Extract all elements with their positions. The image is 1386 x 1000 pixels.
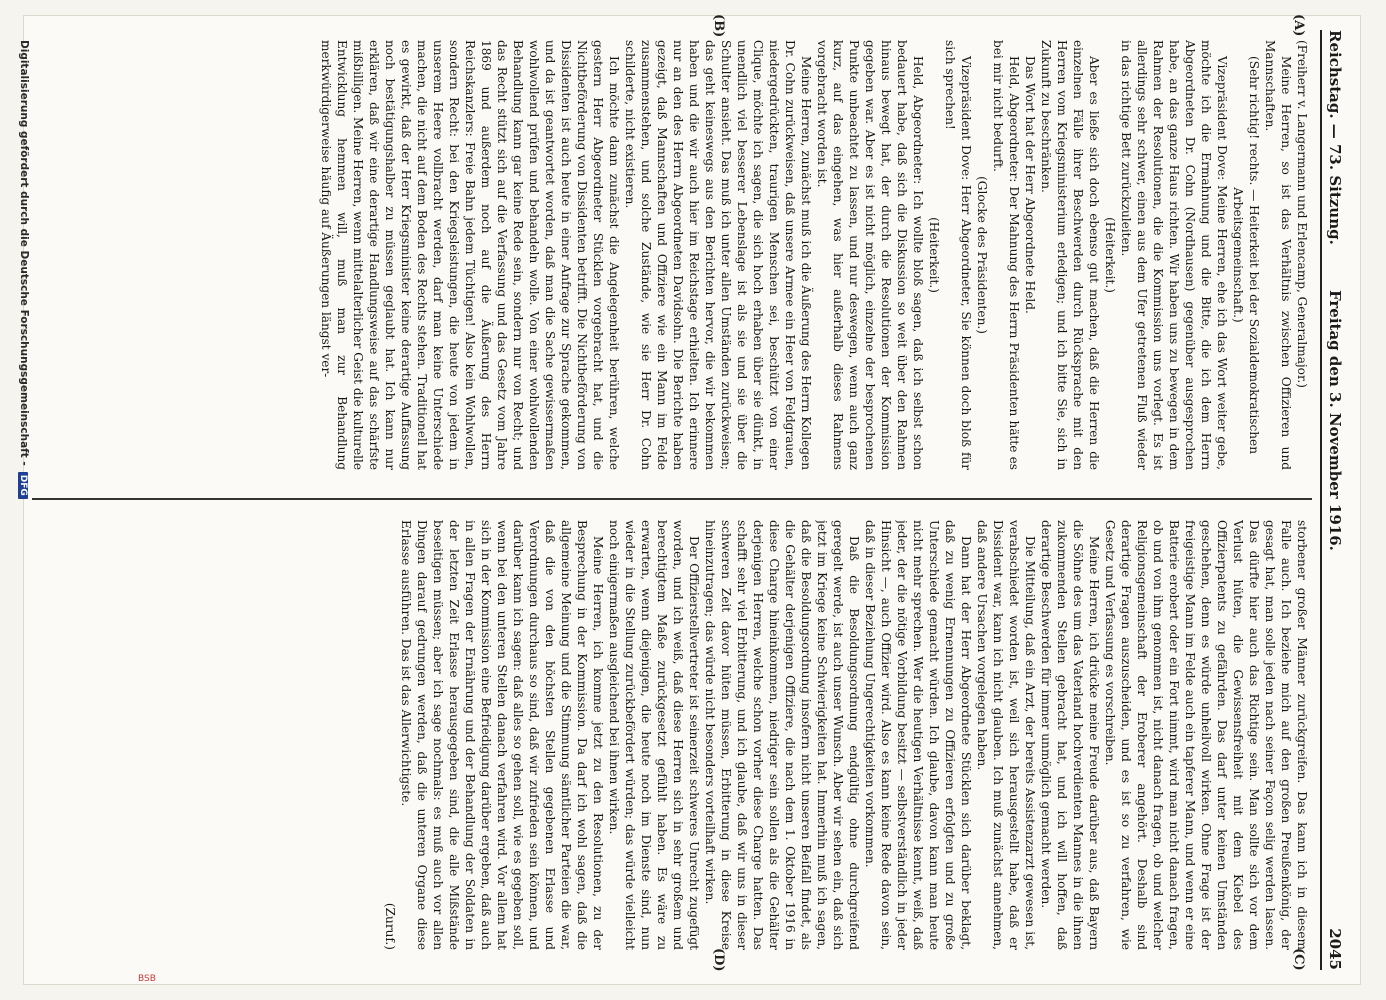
digitization-text: Digitalisierung gefördert durch die Deutsche Forschungsgemeinschaft - [18,40,30,466]
paragraph: Ich möchte dann zunächst die Angelegenheit berühren, welche gestern Herr Abgeordneter Stücklen vorgebracht hat, und die Nichtbeförderung von Dissidenten betrifft. Die Nichtbeförderung von Dissidenten ist auch heute in einer Anfrage zur Sprache gekommen, und da ist geantwortet worden, daß man die Sache gewissermaßen wohlwollend prüfen und behandeln wolle. Von einer wohlwollenden Behandlung kann gar keine Rede sein, sondern nur von Recht; und das Recht stützt sich auf die Verfassung und das Gesetz vom Jahre 1869 und außerdem noch auf die Äußerung des Herrn Reichskanzlers: Freie Bahn jedem Tüchtigen! Also kein Wohlwollen, sondern Recht: bei den Kriegsleistungen, die heute von jedem in unserem Heere vollbracht werden, darf man keine Unterschiede machen, die nicht auf dem Boden des Rechts stehen. Traditionell hat es gewirkt, daß der Herr Kriegsminister keine derartige Auffassung noch bestätigungshalber zu müssen geglaubt hat. Ich kann nur erklären, daß wir eine derartige Handlungsweise auf das schärfste mißbilligen. Meine Herren, wenn mittelalterlicher Geist die kulturelle Entwicklung hemmen will, muß man zur Behandlung merkwürdigerweise häufig auf Äußerungen längst ver- [319,40,621,470]
paragraph: Das Wort hat der Herr Abgeordnete Held. [1023,56,1037,314]
margin-marker-c: (C) [1291,948,1306,971]
paragraph: Meine Herren, ich drücke meine Freude darüber aus, daß Bayern die Söhne des um das Vaterland hochverdienten Mannes in die ihnen zukommenden Stellen gebracht hat, und ich will hoffen, daß derartige Beschwerden für immer unmöglich gemacht werden. [1039,520,1101,950]
paragraph: Held, Abgeordneter: Der Mahnung des Herrn Präsidenten hätte es bei mir nicht bedurft. [991,40,1021,470]
margin-marker-d: (D) [711,948,726,972]
margin-marker-a: (A) [1291,14,1306,37]
header-date: Freitag den 3. November 1916. [1326,290,1344,551]
paragraph: Der Offizierstellvertreter ist seinerzeit schweres Unrecht zugefügt worden, und ich weiß, daß diese Herren sich in sehr großem und berechtigtem Maße zurückgesetzt gefühlt haben. Es wäre zu erwarten, wenn diejenigen, die heute noch im Dienste sind, nun wieder in die Stellung zurückbefördert würden; das würde vielleicht noch einigermaßen ausgleichend bei ihnen wirken. [607,520,701,950]
paragraph: (Zuruf.) [383,902,397,950]
paragraph: Daß die Besoldungsordnung endgültig ohne durchgreifend geregelt werde, ist auch unser Wunsch. Aber wir sehen ein, daß sich jetzt im Kriege keine Schwierigkeiten hat. Immerhin muß ich sagen, daß die Besoldungsordnung insofern nicht unseren Beifall findet, als die Gehälter derjenigen Offiziere, die nach dem 1. Oktober 1916 in diese Charge hineinkommen, niedriger sein sollen als die Gehälter derjenigen Herren, welche schon vorher diese Charge hatten. Das schafft sehr viel Erbitterung, und ich glaube, daß wir uns in dieser schweren Zeit davor hüten müssen, Erbitterung in diese Kreise hineinzutragen; das würde nicht besonders vorteilhaft wirken. [703,520,861,950]
paragraph: (Heiterkeit.) [927,217,941,293]
paragraph: Meine Herren, ich komme jetzt zu den Resolutionen, zu der Besprechung in der Kommission. Da darf ich wohl sagen, daß die allgemeine Meinung und die Stimmung sämtlicher Parteien die war, daß die von den höchsten Stellen gegebenen Erlasse und Verordnungen durchaus so sind, daß wir zufrieden sein können, und darüber kann ich sagen: daß alles so gehen soll, wie es gegeben soll, wenn bei den unteren Stellen danach verfahren wird. Vor allem hat sich in der Kommission eine Befriedigung darüber ergeben, daß auch in allen Fragen der Ernährung und der Behandlung der Soldaten in der letzten Zeit Erlasse herausgegeben sind, die alle Mißstände beseitigen müssen; aber ich sage nochmals: es muß auch vor allen Dingen darauf gedrungen werden, daß die unteren Organe diese Erlasse ausführen. Das ist das Allerwichtigste. [399,520,605,950]
paragraph: Meine Herren, zunächst muß ich die Äußerung des Herrn Kollegen Dr. Cohn zurückweisen, daß unsere Armee ein Heer von Feldgrauen, niedergedrückten, traurigen Menschen sei, beschützt von einer Clique, möchte ich sagen, die sich hoch erhaben über sie dünkt, in unendlich viel besserer Lebenslage ist als sie und sie über die Schulter ansieht. Das muß ich unter allen Umständen zurückweisen; das geht keineswegs aus den Berichten hervor, die wir bekommen haben und die wir auch hier im Reichstage erhielten. Ich erinnere nur an den des Herrn Abgeordneten Davidsohn. Die Berichte haben gezeigt, daß Mannschaften und Offiziere wie ein Mann im Felde zusammenstehen, und solche Zustände, wie sie Herr Dr. Cohn schilderte, nicht existieren. [623,40,813,470]
paragraph: (Freiherr v. Langermann und Erlencamp, Generalmajor.) [1295,40,1309,388]
left-column [40,40,1310,470]
margin-marker-b: (B) [711,14,726,38]
header-rule [1320,30,1322,970]
column-divider [32,498,1312,500]
paragraph: Die Mitteilung, daß ein Arzt, der bereits Assistenzarzt gewesen ist, verabschiedet worden ist, weil sich herausgestellt habe, daß er Dissident war, kann ich nicht glauben. Ich muß zunächst annehmen, daß andere Ursachen vorgelegen haben. [975,520,1037,950]
running-head [1320,30,1348,970]
paragraph: (Glocke des Präsidenten.) [975,176,989,334]
library-stamp: BSB [138,974,156,984]
right-column [40,520,1310,950]
paragraph: Vizepräsident Dove: Herr Abgeordneter, Sie können doch bloß für sich sprechen! [943,40,973,470]
paragraph: Vizepräsident Dove: Meine Herren, ehe ich das Wort weiter gebe, möchte ich die Ermahnung und die Bitte, die ich dem Herrn Abgeordneten Dr. Cohn (Nordhausen) gegenüber ausgesprochen habe, an das ganze Haus richten. Wir haben uns zu bewegen in dem Rahmen der Resolutionen, die die Kommission uns vorlegt. Es ist allerdings sehr schwer, einen aus dem Ufer getretenen Fluß wieder in das richtige Bett zurückzuleiten. [1119,40,1229,470]
paragraph: (Sehr richtig! rechts. — Heiterkeit bei der Sozialdemokratischen Arbeitsgemeinschaft.) [1231,55,1261,454]
paragraph: Held, Abgeordneter: Ich wollte bloß sagen, daß ich selbst schon bedauert habe, daß sich die Diskussion so weit über den Rahmen hinaus bewegt hat, der durch die Resolutionen der Kommission gegeben war. Aber es ist nicht möglich, einzelne der besprochenen Punkte unbeachtet zu lassen, und nur deswegen, wenn auch ganz kurz, auf das eingehen, was hier außerhalb dieses Rahmens vorgebracht worden ist. [815,40,925,470]
paragraph: Aber es ließe sich doch ebenso gut machen, daß die Herren die einzelnen Fälle ihrer Beschwerden durch Rücksprache mit den Herren vom Kriegsministerium erledigen; und ich bitte Sie, sich in Zukunft zu beschränken. [1039,40,1101,470]
paragraph: (Heiterkeit.) [1103,217,1117,293]
paragraph: storbener großer Männer zurückgreifen. Das kann ich in diesem Falle auch. Ich beziehe mich auf den großen Preußenkönig, der gesagt hat, man solle jeden nach seiner Façon selig werden lassen. Das dürfte hier auch das Richtige sein. Man sollte sich vor dem Verlust hüten, die Gewissensfreiheit mit dem Kiebel des Offizierpatents zu gefährden. Das darf unter keinen Umständen geschehen, denn es würde unheilvoll wirken. Ohne Frage ist der freigeistige Mann im Felde auch ein tapferer Mann, und wenn er eine Batterie erobert oder ein Fort nimmt, wird man nicht danach fragen, ob und von ihm genommen ist, nicht danach fragen, ob und welcher Religionsgemeinschaft der Eroberer angehört. Deshalb sind derartige Fragen auszuscheiden, und es ist so zu verfahren, wie Gesetz und Verfassung es vorschreiben. [1103,520,1309,950]
page-number: 2045 [1326,928,1344,970]
paragraph: Dann hat der Herr Abgeordnete Stücklen sich darüber beklagt, daß zu wenig Ernennungen zu Offizieren erfolgten und zu große Unterschiede gemacht würden. Ich glaube, davon kann man heute nicht mehr sprechen. Wer die heutigen Verhältnisse kennt, weiß, daß jeder, der die nötige Vorbildung besitzt — selbstverständlich in jeder Hinsicht —, auch Offizier wird. Also es kann keine Rede davon sein, daß in dieser Beziehung Ungerechtigkeiten vorkommen. [863,520,973,950]
dfg-logo: DFG [18,472,28,499]
header-left: Reichstag. — 73. Sitzung. [1326,30,1344,245]
paragraph: Meine Herren, so ist das Verhältnis zwischen Offizieren und Mannschaften. [1263,40,1293,470]
digitization-note [18,40,30,940]
